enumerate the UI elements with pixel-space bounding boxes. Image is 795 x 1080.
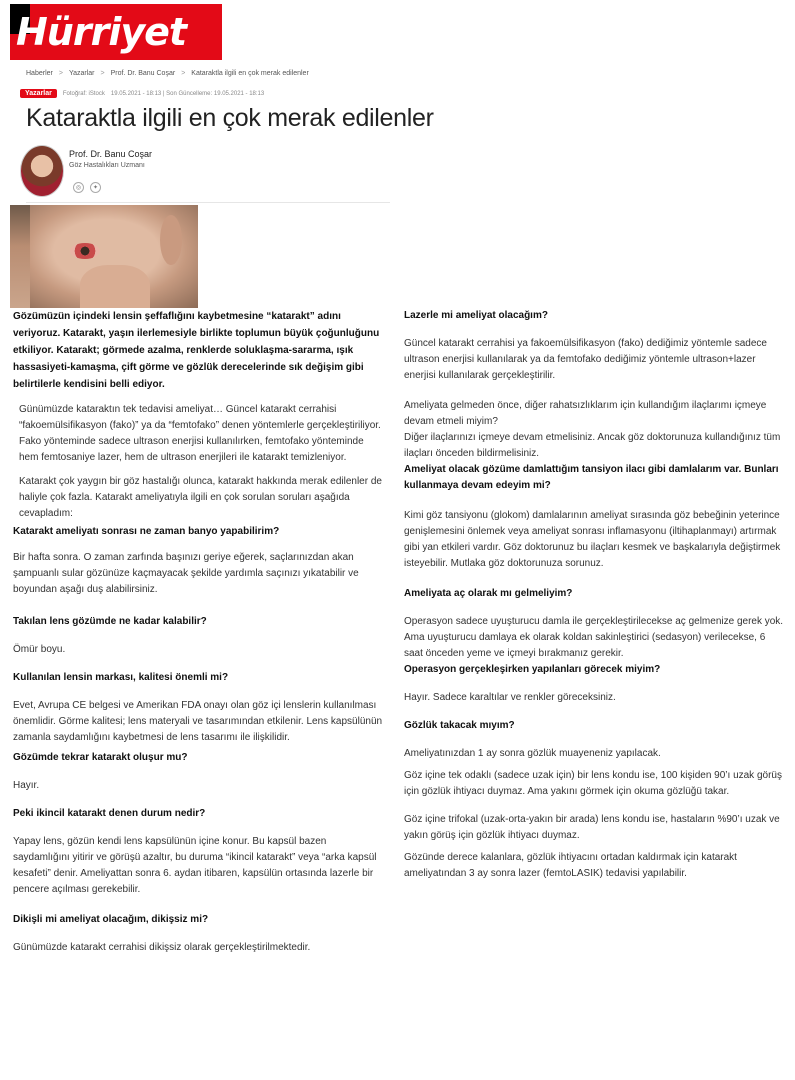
lead-paragraph: Gözümüzün içindeki lensin şeffaflığını kaybetmesine “katarakt” adını veriyoruz. Katarakt, yaşın ilerlemesiyle birlikte toplumun büyük çoğunluğunu etkiliyor. Katarakt; görmede azalma, renklerde soluklaşma-sararma, ışık hassasiyeti-kamaşma, çift görme ve gözlük derecelerinde sık değişim gibi belirtilerle kendisini belli ediyor. bbox=[13, 311, 380, 390]
category-badge[interactable]: Yazarlar bbox=[20, 89, 57, 98]
question-heading: Peki ikincil katarakt denen durum nedir? bbox=[13, 808, 206, 819]
answer-paragraph: Yapay lens, gözün kendi lens kapsülünün içine konur. Bu kapsül bazen saydamlığını yitirir ve görüşü azaltır, bu duruma “ikincil katarakt” veya “arka kapsül kesafeti” denir. Ameliyattan sonra 6. aydan itibaren, kapsülün ortasında lazerle bir pencere açılması gerekebilir. bbox=[13, 836, 377, 895]
left-column bbox=[13, 308, 383, 956]
answer-paragraph: Göz içine trifokal (uzak-orta-yakın bir arada) lens kondu ise, hastaların %90’ı uzak ve yakın görüş için gözlük ihtiyacı duymaz. bbox=[404, 814, 780, 841]
paragraph: Günümüzde kataraktın tek tedavisi ameliyat… Güncel katarakt cerrahisi “fakoemülsifikasyon (fako)” ya da “femtofako” denen yöntemlerle gerçekleştiriliyor. Fako yönteminde sadece ultrason enerjisi kullanılırken, femtofako yönteminde hem femtosaniye lazer, hem de ultrason enerjileri ile katarakt temizleniyor. bbox=[19, 404, 381, 463]
answer-paragraph: Evet, Avrupa CE belgesi ve Amerikan FDA onayı olan göz içi lenslerin kullanılması önemlidir. Görme kalitesi; lens materyali ve tasarımından etkilenir. Lens kapsülünün zamanla saydamlığını kaybetmesi de lens tasarımı ile ilişkilidir. bbox=[13, 700, 383, 743]
logo-text: Hürriyet bbox=[16, 10, 187, 54]
question-heading: Lazerle mi ameliyat olacağım? bbox=[404, 310, 548, 321]
breadcrumb-separator: > bbox=[181, 70, 186, 77]
photo-credit: Fotoğraf: iStock bbox=[62, 90, 105, 97]
question-heading: Operasyon gerçekleşirken yapılanları görecek miyim? bbox=[404, 664, 661, 675]
hurriyet-logo[interactable] bbox=[10, 4, 222, 60]
author-role: Göz Hastalıkları Uzmanı bbox=[69, 162, 145, 169]
answer-paragraph: Günümüzde katarakt cerrahisi dikişsiz olarak gerçekleştirilmektedir. bbox=[13, 942, 311, 953]
question-heading: Kullanılan lensin markası, kalitesi önemli mi? bbox=[13, 672, 229, 683]
question-heading: Takılan lens gözümde ne kadar kalabilir? bbox=[13, 616, 207, 627]
question-heading: Gözümde tekrar katarakt oluşur mu? bbox=[13, 752, 188, 763]
question-heading: Katarakt ameliyatı sonrası ne zaman banyo yapabilirim? bbox=[13, 526, 280, 537]
article-meta bbox=[20, 89, 264, 98]
publish-dates: 19.05.2021 - 18:13 | Son Güncelleme: 19.05.2021 - 18:13 bbox=[110, 90, 265, 97]
breadcrumb-item-yazarlar[interactable]: Yazarlar bbox=[68, 70, 95, 77]
instagram-icon[interactable]: ◎ bbox=[73, 182, 84, 193]
paragraph: Katarakt çok yaygın bir göz hastalığı olunca, katarakt hakkında merak edilenler de haliyle çok fazla. Katarakt ameliyatıyla ilgili en çok sorulan soruları aşağıda cevapladım: bbox=[19, 476, 382, 519]
answer-paragraph: Gözünde derece kalanlara, gözlük ihtiyacını ortadan kaldırmak için katarakt ameliyatından 3 ay sonra lazer (femtoLASIK) tedavisi yapılabilir. bbox=[404, 852, 737, 879]
divider bbox=[26, 202, 390, 203]
answer-paragraph: Hayır. bbox=[13, 780, 40, 791]
breadcrumb-separator: > bbox=[58, 70, 63, 77]
answer-paragraph: Ameliyatınızdan 1 ay sonra gözlük muayeneniz yapılacak. bbox=[404, 748, 661, 759]
question-paragraph: Ameliyata gelmeden önce, diğer rahatsızlıklarım için kullandığım ilaçlarımı içmeye devam etmeli miyim? bbox=[404, 400, 767, 427]
avatar[interactable] bbox=[20, 145, 64, 197]
question-heading: Ameliyata aç olarak mı gelmeliyim? bbox=[404, 588, 573, 599]
answer-paragraph: Diğer ilaçlarınızı içmeye devam etmelisiniz. Ancak göz doktorunuza kullandığınız tüm ilaçları önceden bildirmelisiniz. bbox=[404, 432, 781, 459]
twitter-icon[interactable]: ✦ bbox=[90, 182, 101, 193]
question-heading: Ameliyat olacak gözüme damlattığım tansiyon ilacı gibi damlalarım var. Bunları kullanmaya devam edeyim mi? bbox=[404, 464, 779, 491]
hand-shape bbox=[80, 265, 150, 308]
hero-image bbox=[10, 205, 198, 308]
answer-paragraph: Operasyon sadece uyuşturucu damla ile gerçekleştirilecekse aç gelmenize gerek yok. Ama uyuşturucu damlaya ek olarak koldan sakinleştirici (sedasyon) verilecekse, 6 saat önceden yeme ve içmeyi bırakmanız gerekir. bbox=[404, 616, 784, 659]
question-heading: Gözlük takacak mıyım? bbox=[404, 720, 515, 731]
answer-paragraph: Ömür boyu. bbox=[13, 644, 66, 655]
page-title: Kataraktla ilgili en çok merak edilenler bbox=[26, 104, 434, 132]
answer-paragraph: Güncel katarakt cerrahisi ya fakoemülsifikasyon (fako) dediğimiz yöntemle sadece ultrason enerjisi kullanılarak ya da femtofako dediğimiz yöntemle ultrason+lazer enerjisi kullanılarak gerçekleştirilir. bbox=[404, 338, 767, 381]
breadcrumb-separator: > bbox=[100, 70, 105, 77]
ear-shape bbox=[160, 215, 182, 265]
answer-paragraph: Kimi göz tansiyonu (glokom) damlalarının ameliyat sırasında göz bebeğinin yeterince genişlemesini önlemek veya ameliyat sonrası inflamasyonu (iltihaplanmayı) artırmak gibi yan etkileri vardır. Göz doktorunuz bu ilaçları kesmek ve başkalarıyla değiştirmek isteyebilir. Mutlaka göz doktorunuza sorunuz. bbox=[404, 510, 781, 569]
breadcrumb bbox=[26, 70, 309, 77]
breadcrumb-item-author[interactable]: Prof. Dr. Banu Coşar bbox=[110, 70, 176, 77]
eye-shape bbox=[70, 243, 100, 259]
breadcrumb-item-haberler[interactable]: Haberler bbox=[26, 70, 53, 77]
question-heading: Dikişli mi ameliyat olacağım, dikişsiz mi? bbox=[13, 914, 209, 925]
author-name[interactable]: Prof. Dr. Banu Coşar bbox=[69, 149, 153, 159]
answer-paragraph: Göz içine tek odaklı (sadece uzak için) bir lens kondu ise, 100 kişiden 90’ı uzak görüş için gözlük ihtiyacı duymaz. Ama yakını görmek için okuma gözlüğü takar. bbox=[404, 770, 782, 797]
breadcrumb-item-article[interactable]: Kataraktla ilgili en çok merak edilenler bbox=[191, 70, 309, 77]
answer-paragraph: Hayır. Sadece karaltılar ve renkler göreceksiniz. bbox=[404, 692, 616, 703]
answer-paragraph: Bir hafta sonra. O zaman zarfında başınızı geriye eğerek, saçlarınızdan akan şampuanlı sular gözünüze kaçmayacak şekilde yardımla saçınızı yıkatabilir ve boyundan aşağı duş alabilirsiniz. bbox=[13, 552, 359, 595]
right-column bbox=[404, 308, 784, 882]
